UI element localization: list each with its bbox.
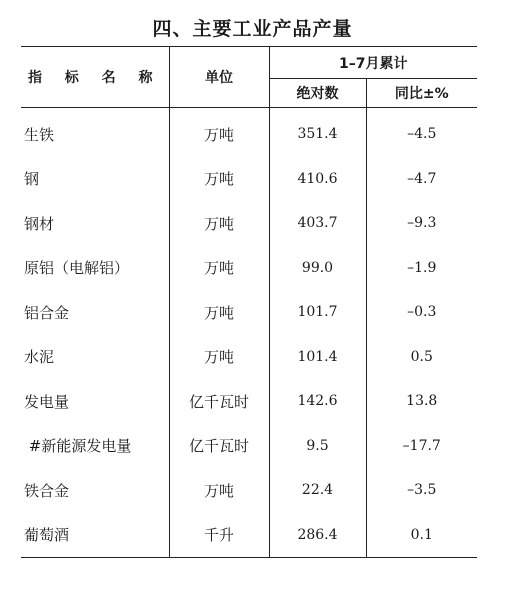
row-yoy-change: –0.3 [407, 304, 437, 321]
row-absolute-value: 22.4 [269, 468, 366, 513]
row-yoy-change: –3.5 [407, 482, 437, 499]
row-absolute-value: 142.6 [269, 379, 366, 424]
row-absolute-value: 101.7 [269, 290, 366, 335]
row-unit: 万吨 [169, 335, 269, 380]
row-yoy-change: –4.5 [407, 126, 437, 143]
row-absolute-value: 351.4 [269, 108, 366, 157]
row-unit: 万吨 [169, 468, 269, 513]
row-absolute-value: 9.5 [269, 424, 366, 469]
industrial-output-table [21, 46, 477, 558]
row-absolute-value: 101.4 [269, 335, 366, 380]
table-row [21, 468, 477, 513]
row-name: #新能源发电量 [21, 424, 169, 469]
row-unit: 千升 [169, 513, 269, 558]
row-yoy-change: –9.3 [407, 215, 437, 232]
table-row [21, 201, 477, 246]
header-absolute: 绝对数 [269, 79, 366, 108]
row-absolute-value: 99.0 [269, 246, 366, 291]
header-indicator-name: 指 标 名 称 [21, 47, 169, 108]
row-absolute-value: 286.4 [269, 513, 366, 558]
row-unit: 亿千瓦时 [169, 379, 269, 424]
table-row [21, 290, 477, 335]
row-yoy-change: 0.5 [410, 348, 433, 365]
row-name: 铁合金 [21, 468, 169, 513]
table-row [21, 335, 477, 380]
row-unit: 亿千瓦时 [169, 424, 269, 469]
row-yoy-change: 13.8 [406, 393, 438, 410]
row-name: 发电量 [21, 379, 169, 424]
table-row [21, 108, 477, 157]
row-unit: 万吨 [169, 290, 269, 335]
row-name: 原铝（电解铝） [21, 246, 169, 291]
row-name: 生铁 [21, 108, 169, 157]
table-row [21, 379, 477, 424]
row-yoy-change: 0.1 [366, 513, 477, 558]
table-row [21, 513, 477, 558]
row-yoy-change: –1.9 [407, 259, 437, 276]
row-name: 钢材 [21, 201, 169, 246]
row-name: 钢 [21, 157, 169, 202]
page-title: 四、主要工业产品产量 [152, 18, 353, 40]
row-name: 水泥 [21, 335, 169, 380]
row-unit: 万吨 [169, 157, 269, 202]
table-row [21, 424, 477, 469]
table-row [21, 157, 477, 202]
row-unit: 万吨 [169, 201, 269, 246]
row-absolute-value: 410.6 [269, 157, 366, 202]
row-absolute-value: 403.7 [269, 201, 366, 246]
header-yoy: 同比±% [366, 79, 477, 108]
table-row [21, 246, 477, 291]
row-name: 铝合金 [21, 290, 169, 335]
row-yoy-change: –17.7 [402, 437, 441, 454]
row-unit: 万吨 [169, 108, 269, 157]
header-period: 1–7月累计 [269, 47, 477, 79]
header-unit: 单位 [169, 47, 269, 108]
row-unit: 万吨 [169, 246, 269, 291]
row-yoy-change: –4.7 [407, 170, 437, 187]
row-name: 葡萄酒 [21, 513, 169, 558]
